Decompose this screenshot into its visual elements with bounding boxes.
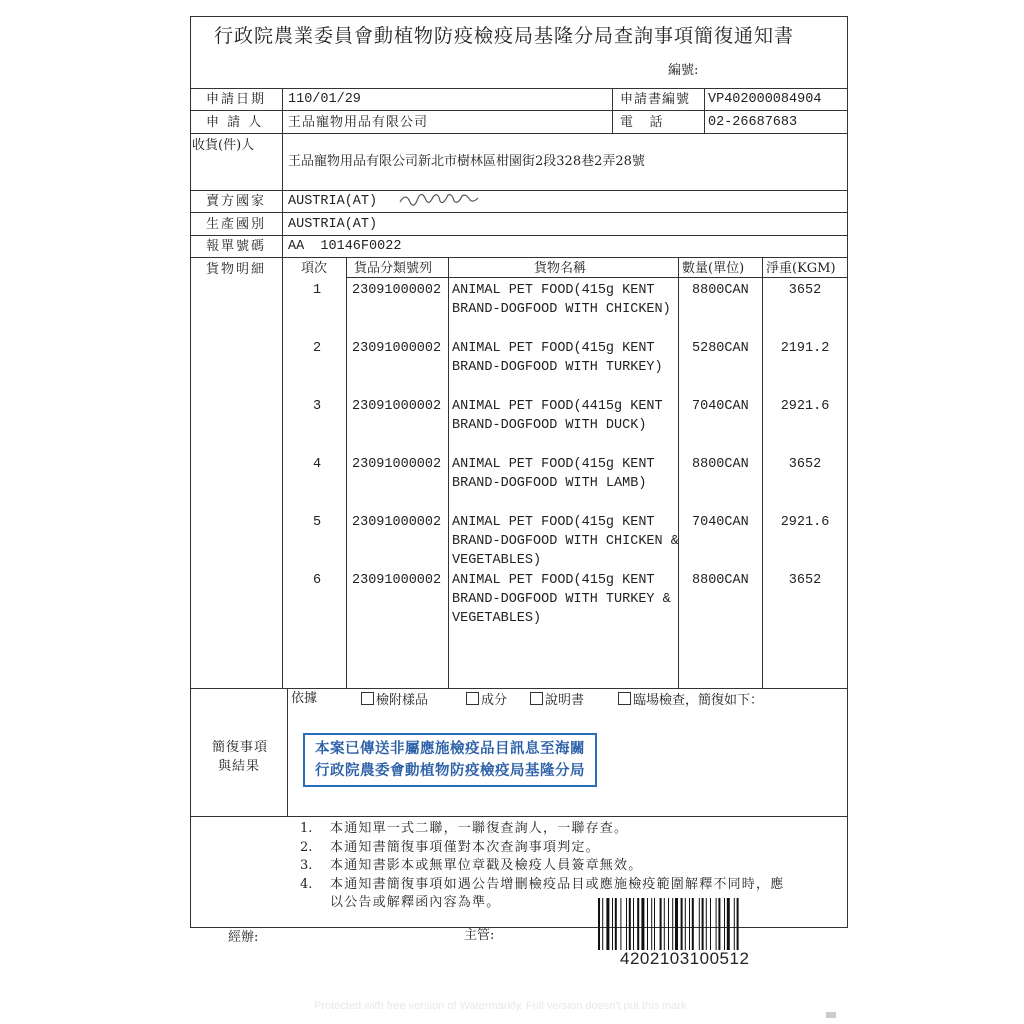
note-number: 2.: [300, 839, 313, 855]
applicant-label: 申 請 人: [206, 115, 264, 130]
checkbox-icon: [618, 692, 631, 705]
row-item-number: 3: [313, 399, 322, 414]
row-item-number: 5: [313, 515, 322, 530]
row-quantity: 8800CAN: [692, 283, 749, 298]
note-number: 1.: [300, 821, 313, 836]
barcode-number: 4202103100512: [620, 949, 750, 968]
row-goods-name-line: BRAND-DOGFOOD WITH DUCK): [452, 418, 647, 433]
handwritten-note: [396, 188, 486, 212]
row-goods-name-line: ANIMAL PET FOOD(415g KENT: [452, 515, 655, 530]
note-number: 4.: [300, 876, 313, 892]
seller-country-value: AUSTRIA(AT): [288, 194, 378, 209]
row-hs-code: 23091000002: [352, 283, 442, 298]
application-number-label: 申請書編號: [620, 92, 691, 107]
note-text: 本通知單一式二聯，一聯復查詢人，一聯存查。: [330, 821, 629, 836]
row-net-weight: 3652: [788, 573, 822, 588]
row-hs-code: 23091000002: [352, 399, 442, 414]
consignee-label: 收貨(件)人: [192, 138, 255, 153]
row-net-weight: 2191.2: [780, 341, 830, 356]
document-title: 行政院農業委員會動植物防疫檢疫局基隆分局查詢事項簡復通知書: [214, 25, 795, 47]
note-text: 本通知書影本或無單位章戳及檢疫人員簽章無效。: [330, 858, 643, 873]
row-net-weight: 2921.6: [780, 515, 830, 530]
result-label-line1: 簡復事項: [212, 740, 269, 755]
row-goods-name-line: ANIMAL PET FOOD(4415g KENT: [452, 399, 663, 414]
row-quantity: 8800CAN: [692, 457, 749, 472]
supervisor-label: 主管:: [464, 928, 495, 943]
row-quantity: 8800CAN: [692, 573, 749, 588]
frame-top: [190, 16, 848, 17]
row-item-number: 2: [313, 341, 322, 356]
table-header-qty: 數量(單位): [682, 261, 745, 276]
basis-option-manual: 說明書: [530, 692, 584, 707]
official-stamp: [303, 733, 597, 787]
checkbox-icon: [466, 692, 479, 705]
phone-value: 02-26687683: [708, 115, 798, 130]
basis-option-sample: 檢附樣品: [361, 692, 428, 707]
row-item-number: 1: [313, 283, 322, 298]
seller-country-label: 賣方國家: [206, 194, 267, 209]
basis-option-ingredient: 成分: [466, 692, 507, 707]
result-label-line2: 與結果: [218, 759, 261, 774]
row-goods-name-line: ANIMAL PET FOOD(415g KENT: [452, 573, 655, 588]
table-header-no: 項次: [301, 261, 328, 276]
watermark-text: Protected with free version of Watermarkly. Full version doesn't put this mark.: [314, 1000, 690, 1012]
corner-mark: [826, 1012, 836, 1018]
serial-label: 編號:: [668, 63, 699, 78]
phone-label: 電 話: [620, 115, 663, 130]
basis-label: 依據: [291, 691, 318, 706]
declaration-value: AA 10146F0022: [288, 239, 402, 254]
note-text: 本通知書簡復事項如遇公告增刪檢疫品目或應施檢疫範圍解釋不同時，應: [330, 876, 785, 892]
row-quantity: 7040CAN: [692, 515, 749, 530]
row-net-weight: 3652: [788, 283, 822, 298]
table-header-weight: 淨重(KGM): [766, 261, 836, 276]
table-header-name: 貨物名稱: [534, 261, 587, 276]
note-text: 以公告或解釋函內容為準。: [330, 895, 501, 910]
handler-label: 經辦:: [228, 930, 259, 945]
row-item-number: 6: [313, 573, 322, 588]
row-goods-name-line: VEGETABLES): [452, 611, 542, 626]
row-goods-name-line: ANIMAL PET FOOD(415g KENT: [452, 457, 655, 472]
row-hs-code: 23091000002: [352, 341, 442, 356]
row-goods-name-line: BRAND-DOGFOOD WITH TURKEY): [452, 360, 663, 375]
row-hs-code: 23091000002: [352, 457, 442, 472]
frame-right: [847, 16, 848, 928]
stamp-line-2: 行政院農委會動植物防疫檢疫局基隆分局: [315, 762, 585, 779]
origin-label: 生產國別: [206, 217, 267, 232]
declaration-label: 報單號碼: [206, 239, 267, 254]
row-quantity: 5280CAN: [692, 341, 749, 356]
checkbox-icon: [530, 692, 543, 705]
note-number: 3.: [300, 858, 313, 873]
row-item-number: 4: [313, 457, 322, 472]
row-quantity: 7040CAN: [692, 399, 749, 414]
checkbox-icon: [361, 692, 374, 705]
applicant-value: 王品寵物用品有限公司: [288, 115, 429, 130]
row-goods-name-line: BRAND-DOGFOOD WITH CHICKEN): [452, 302, 671, 317]
goods-label: 貨物明細: [206, 262, 267, 277]
row-goods-name-line: ANIMAL PET FOOD(415g KENT: [452, 341, 655, 356]
row-goods-name-line: BRAND-DOGFOOD WITH LAMB): [452, 476, 647, 491]
row-net-weight: 3652: [788, 457, 822, 472]
barcode: [596, 898, 778, 950]
apply-date-value: 110/01/29: [288, 92, 361, 107]
consignee-value: 王品寵物用品有限公司新北市樹林區柑園街2段328巷2弄28號: [288, 154, 645, 169]
table-header-code: 貨品分類號列: [354, 261, 433, 276]
row-hs-code: 23091000002: [352, 573, 442, 588]
apply-date-label: 申請日期: [206, 92, 267, 107]
frame-left: [190, 16, 191, 928]
note-text: 本通知書簡復事項僅對本次查詢事項判定。: [330, 839, 600, 855]
row-goods-name-line: BRAND-DOGFOOD WITH TURKEY &: [452, 592, 671, 607]
application-number-value: VP402000084904: [708, 92, 822, 107]
row-goods-name-line: BRAND-DOGFOOD WITH CHICKEN &: [452, 534, 679, 549]
stamp-line-1: 本案已傳送非屬應施檢疫品目訊息至海關: [315, 740, 585, 757]
row-hs-code: 23091000002: [352, 515, 442, 530]
origin-value: AUSTRIA(AT): [288, 217, 378, 232]
row-goods-name-line: VEGETABLES): [452, 553, 542, 568]
row-goods-name-line: ANIMAL PET FOOD(415g KENT: [452, 283, 655, 298]
row-net-weight: 2921.6: [780, 399, 830, 414]
basis-option-inspection: 臨場檢查，簡復如下：: [618, 692, 763, 707]
